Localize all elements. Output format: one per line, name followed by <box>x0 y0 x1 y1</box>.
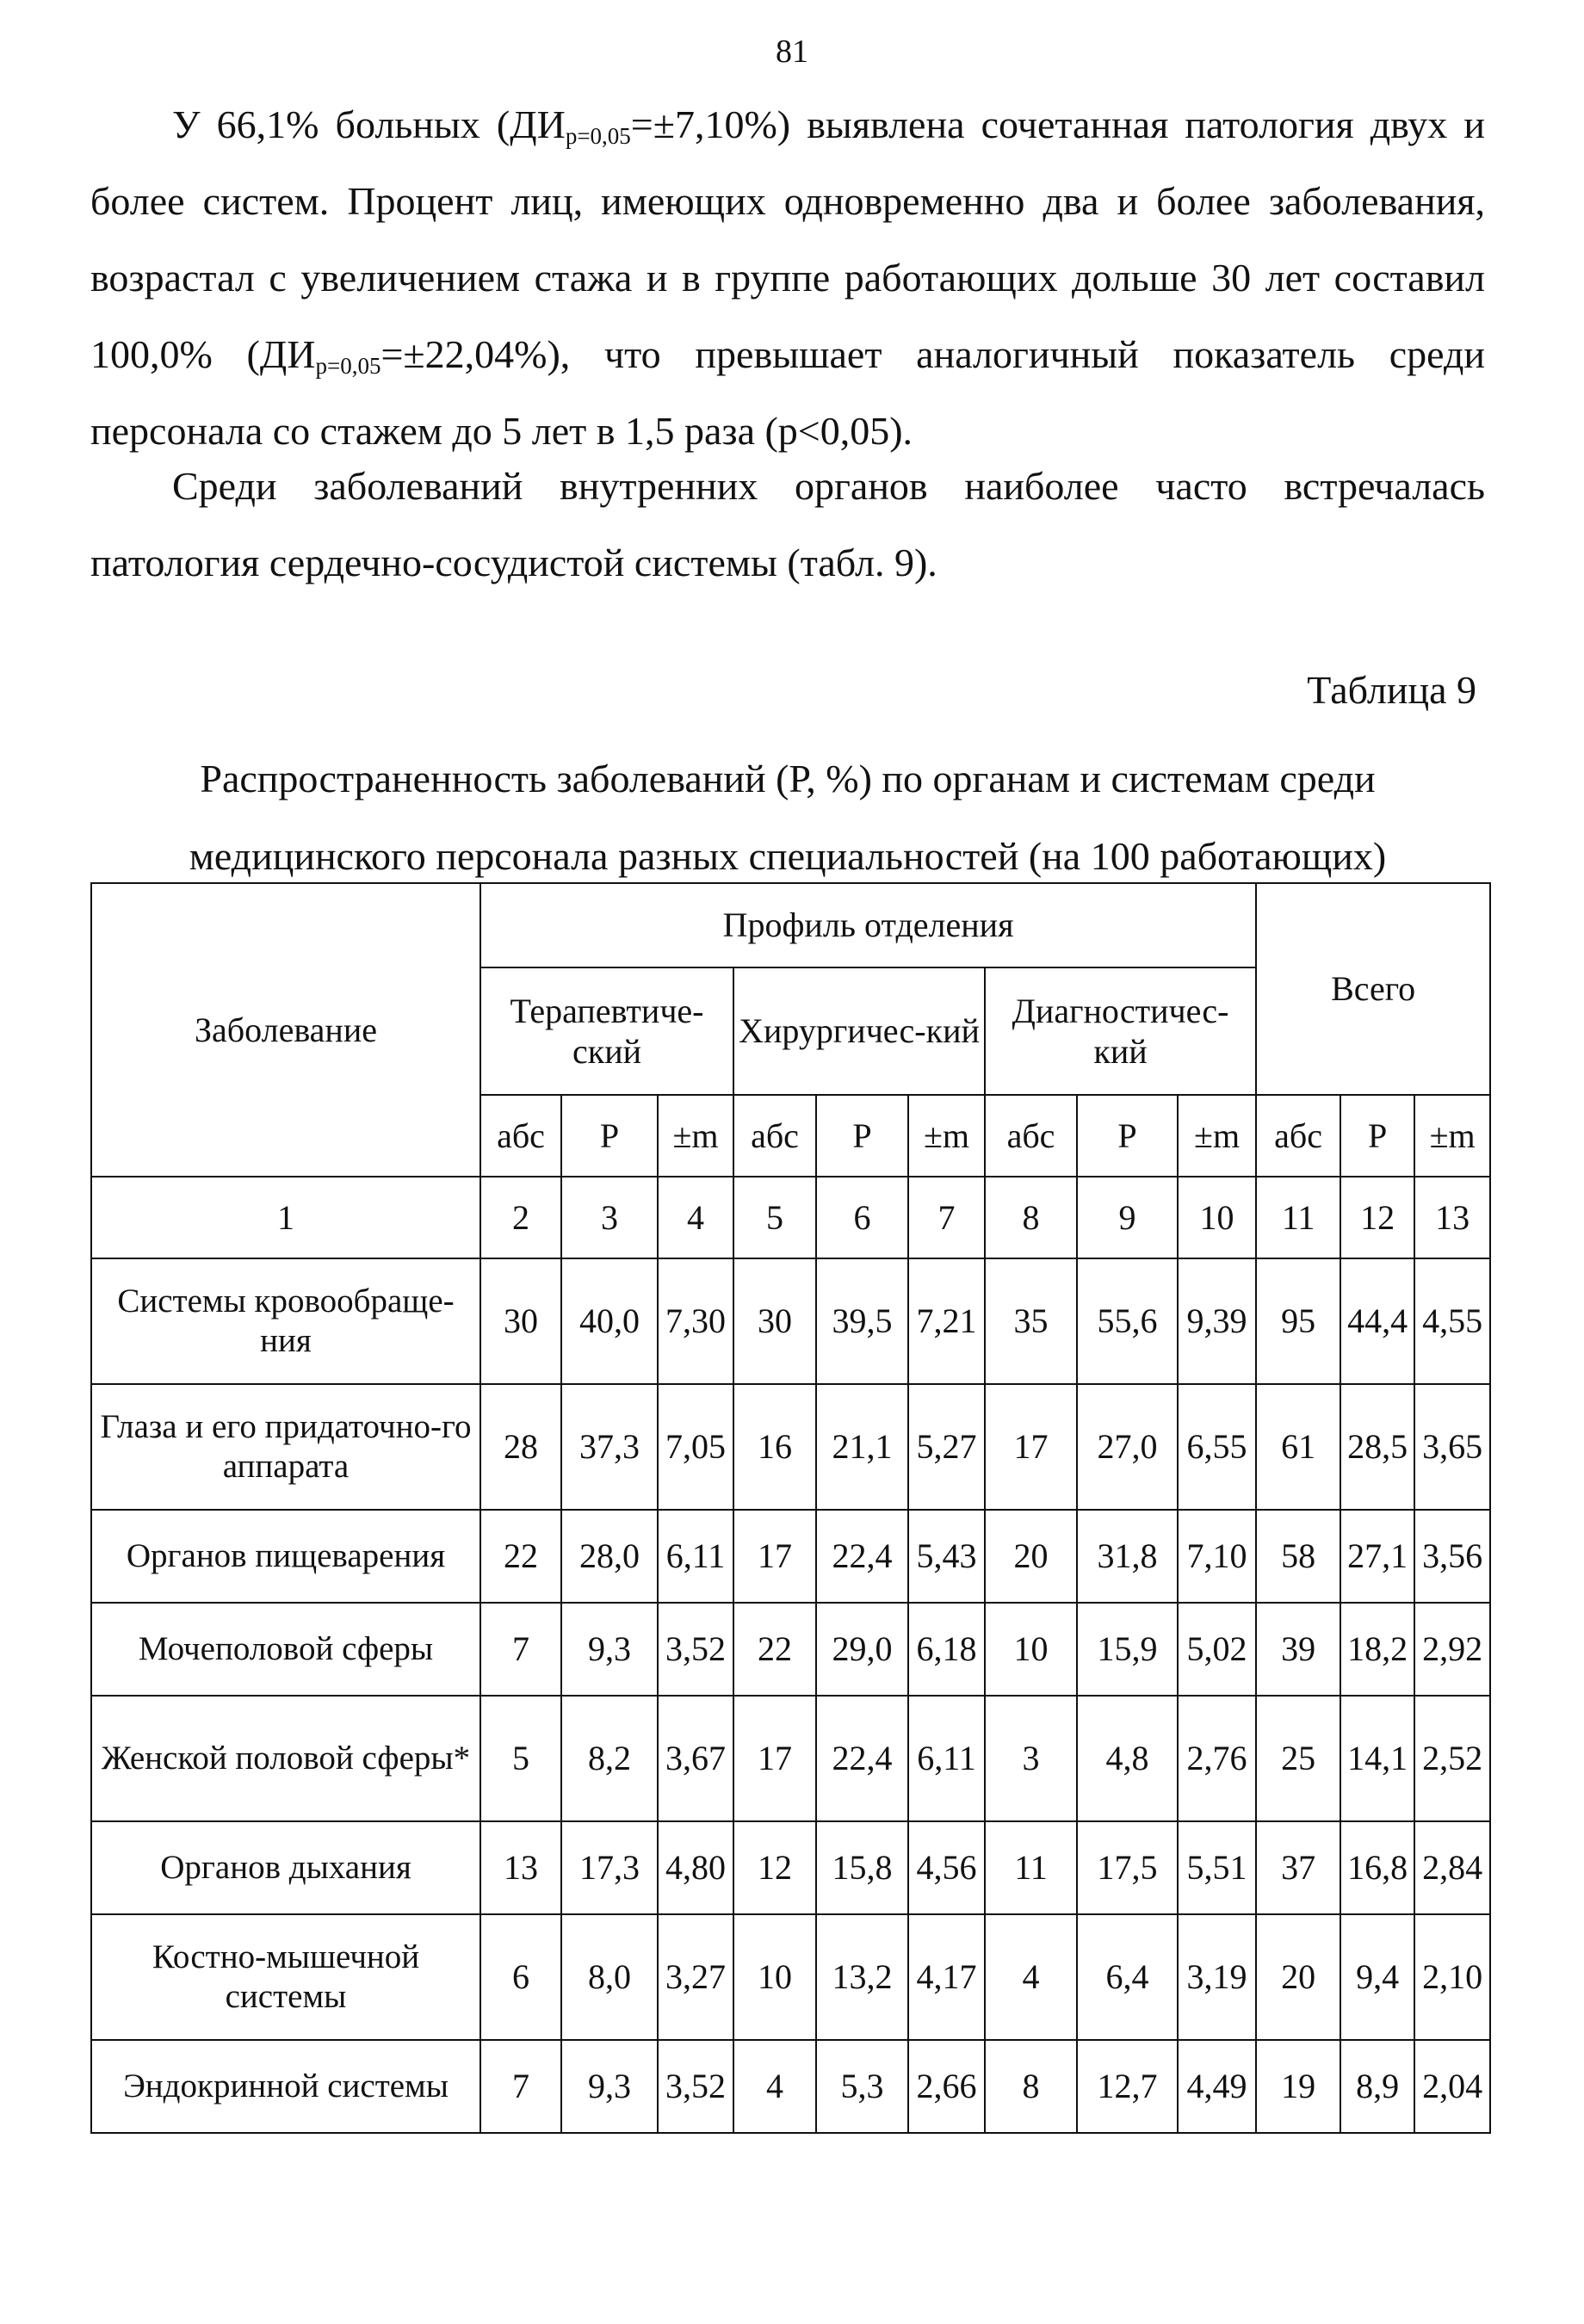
column-number: 12 <box>1340 1177 1414 1258</box>
table-cell: 4,17 <box>908 1914 985 2040</box>
table-cell: 13 <box>480 1821 561 1914</box>
table-cell: 13,2 <box>816 1914 908 2040</box>
column-number: 2 <box>480 1177 561 1258</box>
table-cell: 6 <box>480 1914 561 2040</box>
row-disease-name: Органов дыхания <box>91 1821 480 1914</box>
table-cell: 7,30 <box>658 1258 733 1384</box>
table-cell: 29,0 <box>816 1603 908 1696</box>
table-cell: 16 <box>733 1384 816 1510</box>
table-cell: 12 <box>733 1821 816 1914</box>
header-profile: Профиль отделения <box>480 883 1256 967</box>
table-cell: 4,8 <box>1077 1696 1178 1821</box>
table-cell: 22,4 <box>816 1510 908 1603</box>
paragraph-text: =±7,10%) выявлена сочетанная патология двух и более систем. Процент лиц, имеющих одновременно два и более заболевания, возрастал с увеличением стажа и в группе работающих дольше 30 лет составил 100,0% (ДИ <box>90 102 1485 376</box>
table-cell: 2,92 <box>1414 1603 1490 1696</box>
table-cell: 2,76 <box>1178 1696 1256 1821</box>
column-number: 9 <box>1077 1177 1178 1258</box>
row-disease-name: Женской половой сферы* <box>91 1696 480 1821</box>
table-cell: 15,8 <box>816 1821 908 1914</box>
table-cell: 5 <box>480 1696 561 1821</box>
table-label: Таблица 9 <box>1307 668 1476 712</box>
column-number: 3 <box>561 1177 658 1258</box>
paragraph-internal-organs: Среди заболеваний внутренних органов наиболее часто встречалась патология сердечно-сосудистой системы (табл. 9). <box>90 464 1485 584</box>
table-cell: 58 <box>1256 1510 1340 1603</box>
row-disease-name: Органов пищеварения <box>91 1510 480 1603</box>
column-number: 8 <box>985 1177 1077 1258</box>
table-body <box>91 1177 1490 2133</box>
table-cell: 4,55 <box>1414 1258 1490 1384</box>
table-row <box>91 1384 1490 1510</box>
table-cell: 6,11 <box>908 1696 985 1821</box>
disease-prevalence-table <box>90 882 1491 2134</box>
table-cell: 44,4 <box>1340 1258 1414 1384</box>
table-cell: 6,4 <box>1077 1914 1178 2040</box>
table-cell: 9,3 <box>561 1603 658 1696</box>
subscript: р=0,05 <box>565 123 631 149</box>
table-row <box>91 1258 1490 1384</box>
table-cell: 3 <box>985 1696 1077 1821</box>
header-p: Р <box>816 1095 908 1177</box>
paragraph-text: =±22,04%), что превышает аналогичный показатель среди персонала со стажем до 5 лет в 1,5 раза (р<0,05). <box>90 332 1485 453</box>
table-cell: 2,66 <box>908 2040 985 2133</box>
table-cell: 55,6 <box>1077 1258 1178 1384</box>
subscript: р=0,05 <box>315 353 381 379</box>
header-m: ±m <box>1414 1095 1490 1177</box>
table-cell: 8,9 <box>1340 2040 1414 2133</box>
table-cell: 2,04 <box>1414 2040 1490 2133</box>
column-number: 10 <box>1178 1177 1256 1258</box>
header-abs: абс <box>1256 1095 1340 1177</box>
table-cell: 19 <box>1256 2040 1340 2133</box>
table-title: Распространенность заболеваний (Р, %) по органам и системам среди медицинского персонала разных специальностей (на 100 работающих) <box>189 757 1387 878</box>
table-cell: 3,52 <box>658 2040 733 2133</box>
table-cell: 3,67 <box>658 1696 733 1821</box>
table-cell: 9,3 <box>561 2040 658 2133</box>
header-therapeutic: Терапевтиче-ский <box>480 967 733 1095</box>
table-cell: 9,39 <box>1178 1258 1256 1384</box>
table-row <box>91 1821 1490 1914</box>
table-row <box>91 1696 1490 1821</box>
header-abs: абс <box>480 1095 561 1177</box>
table-cell: 18,2 <box>1340 1603 1414 1696</box>
table-cell: 17 <box>733 1696 816 1821</box>
table-cell: 17,3 <box>561 1821 658 1914</box>
column-number: 7 <box>908 1177 985 1258</box>
table-row <box>91 1510 1490 1603</box>
table-cell: 61 <box>1256 1384 1340 1510</box>
header-p: Р <box>561 1095 658 1177</box>
header-p: Р <box>1340 1095 1414 1177</box>
table-cell: 10 <box>733 1914 816 2040</box>
table-cell: 4 <box>733 2040 816 2133</box>
column-number: 11 <box>1256 1177 1340 1258</box>
table-cell: 2,84 <box>1414 1821 1490 1914</box>
table-cell: 20 <box>1256 1914 1340 2040</box>
header-abs: абс <box>733 1095 816 1177</box>
table-row <box>91 2040 1490 2133</box>
table-row <box>91 1603 1490 1696</box>
header-p: Р <box>1077 1095 1178 1177</box>
table-cell: 5,51 <box>1178 1821 1256 1914</box>
table-cell: 39,5 <box>816 1258 908 1384</box>
header-m: ±m <box>658 1095 733 1177</box>
table-cell: 2,52 <box>1414 1696 1490 1821</box>
table-cell: 31,8 <box>1077 1510 1178 1603</box>
page-number: 81 <box>776 34 808 70</box>
table-cell: 22 <box>733 1603 816 1696</box>
column-number: 4 <box>658 1177 733 1258</box>
table-cell: 7 <box>480 1603 561 1696</box>
table-cell: 8 <box>985 2040 1077 2133</box>
row-disease-name: Системы кровообраще-ния <box>91 1258 480 1384</box>
table-cell: 7 <box>480 2040 561 2133</box>
header-m: ±m <box>908 1095 985 1177</box>
column-number: 5 <box>733 1177 816 1258</box>
table-cell: 4,56 <box>908 1821 985 1914</box>
table-cell: 95 <box>1256 1258 1340 1384</box>
row-disease-name: Костно-мышечной системы <box>91 1914 480 2040</box>
table-cell: 7,10 <box>1178 1510 1256 1603</box>
table-cell: 6,11 <box>658 1510 733 1603</box>
table-cell: 7,21 <box>908 1258 985 1384</box>
table-cell: 4,80 <box>658 1821 733 1914</box>
table-row <box>91 1914 1490 2040</box>
table-cell: 30 <box>733 1258 816 1384</box>
header-total: Всего <box>1256 883 1490 1095</box>
table-cell: 15,9 <box>1077 1603 1178 1696</box>
table-cell: 20 <box>985 1510 1077 1603</box>
table-cell: 5,43 <box>908 1510 985 1603</box>
table-cell: 8,2 <box>561 1696 658 1821</box>
table-cell: 5,27 <box>908 1384 985 1510</box>
header-disease: Заболевание <box>91 883 480 1177</box>
column-number: 6 <box>816 1177 908 1258</box>
table-cell: 14,1 <box>1340 1696 1414 1821</box>
table-cell: 12,7 <box>1077 2040 1178 2133</box>
table-cell: 40,0 <box>561 1258 658 1384</box>
table-cell: 4,49 <box>1178 2040 1256 2133</box>
table-cell: 5,02 <box>1178 1603 1256 1696</box>
paragraph-comorbidity <box>90 86 1485 469</box>
table-cell: 28 <box>480 1384 561 1510</box>
column-number: 1 <box>91 1177 480 1258</box>
table-cell: 27,0 <box>1077 1384 1178 1510</box>
table-cell: 39 <box>1256 1603 1340 1696</box>
table-cell: 3,19 <box>1178 1914 1256 2040</box>
table-cell: 2,10 <box>1414 1914 1490 2040</box>
table-cell: 30 <box>480 1258 561 1384</box>
header-diagnostic: Диагностичес-кий <box>985 967 1256 1095</box>
table-cell: 5,3 <box>816 2040 908 2133</box>
table-cell: 25 <box>1256 1696 1340 1821</box>
header-m: ±m <box>1178 1095 1256 1177</box>
table-cell: 28,0 <box>561 1510 658 1603</box>
table-cell: 21,1 <box>816 1384 908 1510</box>
table-cell: 3,52 <box>658 1603 733 1696</box>
table-cell: 35 <box>985 1258 1077 1384</box>
paragraph-text: У 66,1% больных (ДИ <box>172 102 566 146</box>
table-cell: 3,56 <box>1414 1510 1490 1603</box>
header-surgical: Хирургичес-кий <box>733 967 985 1095</box>
table-cell: 17 <box>985 1384 1077 1510</box>
table-cell: 4 <box>985 1914 1077 2040</box>
table-cell: 7,05 <box>658 1384 733 1510</box>
table-cell: 11 <box>985 1821 1077 1914</box>
table-cell: 3,27 <box>658 1914 733 2040</box>
table-cell: 9,4 <box>1340 1914 1414 2040</box>
table-cell: 37 <box>1256 1821 1340 1914</box>
table-cell: 6,18 <box>908 1603 985 1696</box>
column-numbers-row <box>91 1177 1490 1258</box>
header-abs: абс <box>985 1095 1077 1177</box>
table-cell: 28,5 <box>1340 1384 1414 1510</box>
table-cell: 27,1 <box>1340 1510 1414 1603</box>
table-cell: 17,5 <box>1077 1821 1178 1914</box>
table-cell: 3,65 <box>1414 1384 1490 1510</box>
table-cell: 22,4 <box>816 1696 908 1821</box>
row-disease-name: Эндокринной системы <box>91 2040 480 2133</box>
table-cell: 6,55 <box>1178 1384 1256 1510</box>
table-cell: 8,0 <box>561 1914 658 2040</box>
column-number: 13 <box>1414 1177 1490 1258</box>
row-disease-name: Мочеполовой сферы <box>91 1603 480 1696</box>
table-cell: 22 <box>480 1510 561 1603</box>
table-cell: 16,8 <box>1340 1821 1414 1914</box>
table-cell: 37,3 <box>561 1384 658 1510</box>
table-cell: 10 <box>985 1603 1077 1696</box>
table-cell: 17 <box>733 1510 816 1603</box>
row-disease-name: Глаза и его придаточно-го аппарата <box>91 1384 480 1510</box>
